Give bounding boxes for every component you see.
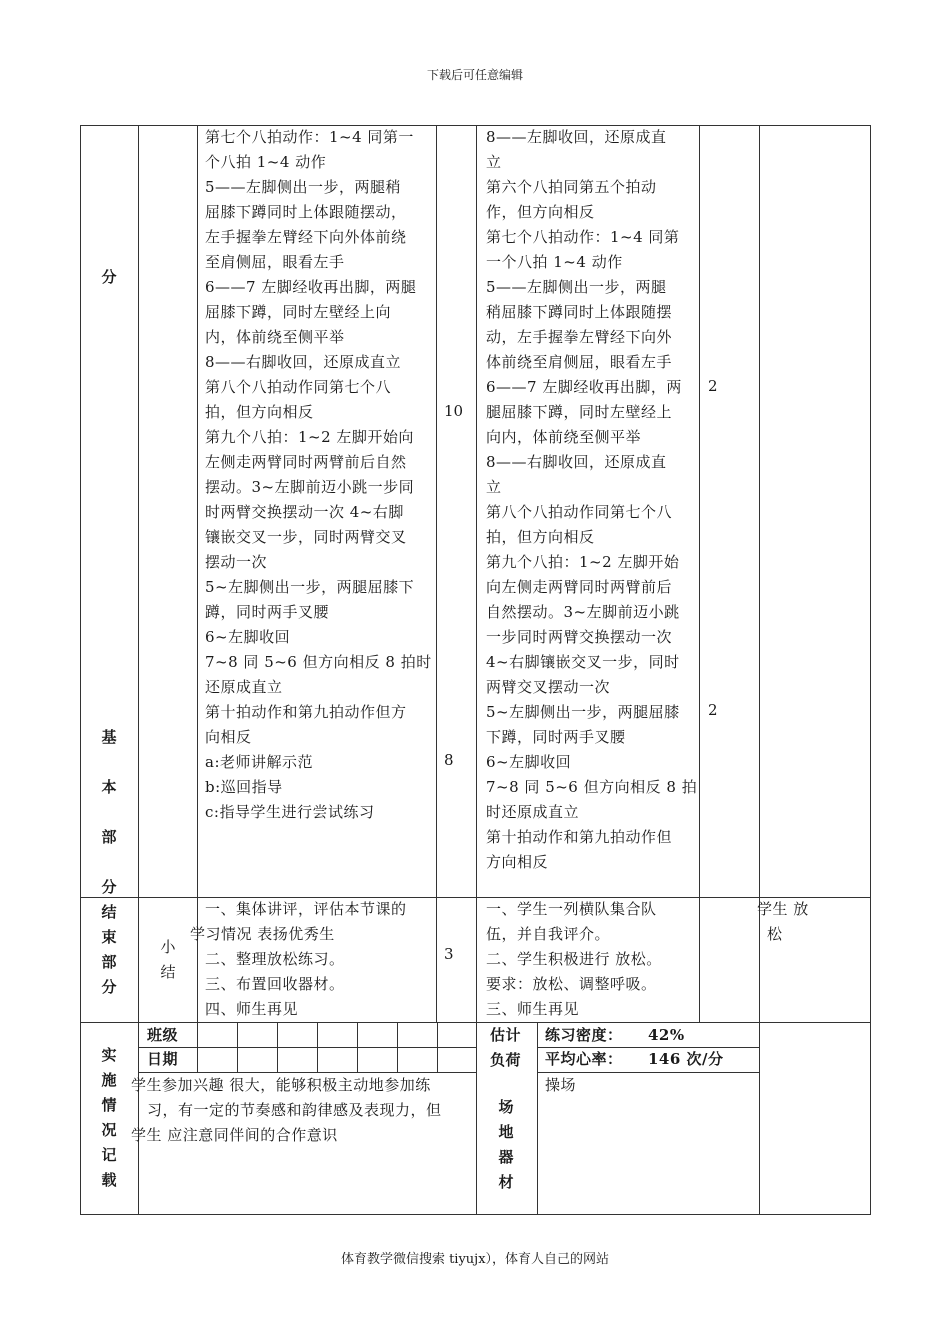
end-organization-text: 学生 放 松	[757, 900, 809, 943]
section-label-record: 实 施 情 况 记 载	[101, 1046, 117, 1189]
end-teacher-text: 一、集体讲评，评估本节课的 学习情况 表扬优秀生 二、整理放松练习。 三、布置回收器材。 四、师生再见	[190, 900, 407, 1018]
load-label: 估计 负荷	[490, 1026, 522, 1069]
time-value-2: 8	[444, 751, 454, 769]
count-value-1: 2	[708, 377, 718, 395]
time-value-end: 3	[444, 945, 454, 963]
page-footer: 体育教学微信搜索 tiyujx），体育人自己的网站	[340, 1252, 610, 1267]
end-student-text: 一、学生一列横队集合队 伍，并自我评介。 二、学生积极进行 放松。 要求：放松、调整呼吸。 三、师生再见	[486, 900, 662, 1018]
section-label-summary: 小 结	[160, 938, 176, 981]
venue-label: 场 地 器 材	[498, 1098, 514, 1191]
section-label-basic: 基 本 部 分	[101, 728, 117, 896]
teacher-activity-text: 第七个八拍动作：1~4 同第一 个八拍 1~4 动作 5——左脚侧出一步，两腿稍 屈膝下蹲同时上体跟随摆动， 左手握拳左臂经下向外体前绕 至肩侧屈，眼看左手 6——7 左脚经收再出脚，两腿 屈膝下蹲，同时左壁经上向 内，体前绕至侧平举 8——右脚收回，还原成直立 第八个八拍动作同第七个八 拍，但方向相反 第九个八拍：1~2 左脚开始向 左侧走两臂同时两臂前后自然 摆动。3~左脚前迈小跳一步同 时两臂交换摆动一次 4~右脚 镶嵌交叉一步，同时两臂交叉 摆动一次 5~左脚侧出一步，两腿屈膝下 蹲，同时两手叉腰 6~左脚收回 7~8 同 5~6 但方向相反 8 拍时 还原成直立 第十拍动作和第九拍动作但方 向相反 a:老师讲解示范 b:巡回指导 c:指导学生进行尝试练习	[205, 128, 432, 821]
date-label: 日期	[147, 1050, 179, 1068]
count-value-2: 2	[708, 701, 718, 719]
time-value-1: 10	[444, 402, 464, 420]
section-label-top: 分	[101, 268, 117, 286]
density-value: 42%	[648, 1026, 685, 1044]
section-label-end: 结 束 部 分	[101, 903, 117, 996]
heart-rate-label: 平均心率：	[545, 1050, 623, 1068]
heart-rate-value: 146 次/分	[648, 1050, 724, 1068]
class-label: 班级	[147, 1026, 179, 1044]
record-text: 学生参加兴趣 很大，能够积极主动地参加练 习，有一定的节奏感和韵律感及表现力，但 学生 应注意同伴间的合作意识	[131, 1076, 442, 1144]
page-header: 下载后可任意编辑	[426, 68, 523, 82]
venue-value: 操场	[545, 1076, 577, 1094]
density-label: 练习密度：	[545, 1026, 623, 1044]
student-activity-text: 8——左脚收回，还原成直 立 第六个八拍同第五个拍动 作，但方向相反 第七个八拍动作：1~4 同第 一个八拍 1~4 动作 5——左脚侧出一步，两腿 稍屈膝下蹲同时上体跟随摆 动，左手握拳左臂经下向外 体前绕至肩侧屈，眼看左手 6——7 左脚经收再出脚，两 腿屈膝下蹲，同时左壁经上 向内，体前绕至侧平举 8——右脚收回，还原成直 立 第八个八拍动作同第七个八 拍，但方向相反 第九个八拍：1~2 左脚开始 向左侧走两臂同时两臂前后 自然摆动。3~左脚前迈小跳 一步同时两臂交换摆动一次 4~右脚镶嵌交叉一步，同时 两臂交叉摆动一次 5~左脚侧出一步，两腿屈膝 下蹲，同时两手叉腰 6~左脚收回 7~8 同 5~6 但方向相反 8 拍 时还原成直立 第十拍动作和第九拍动作但 方向相反	[486, 128, 698, 871]
